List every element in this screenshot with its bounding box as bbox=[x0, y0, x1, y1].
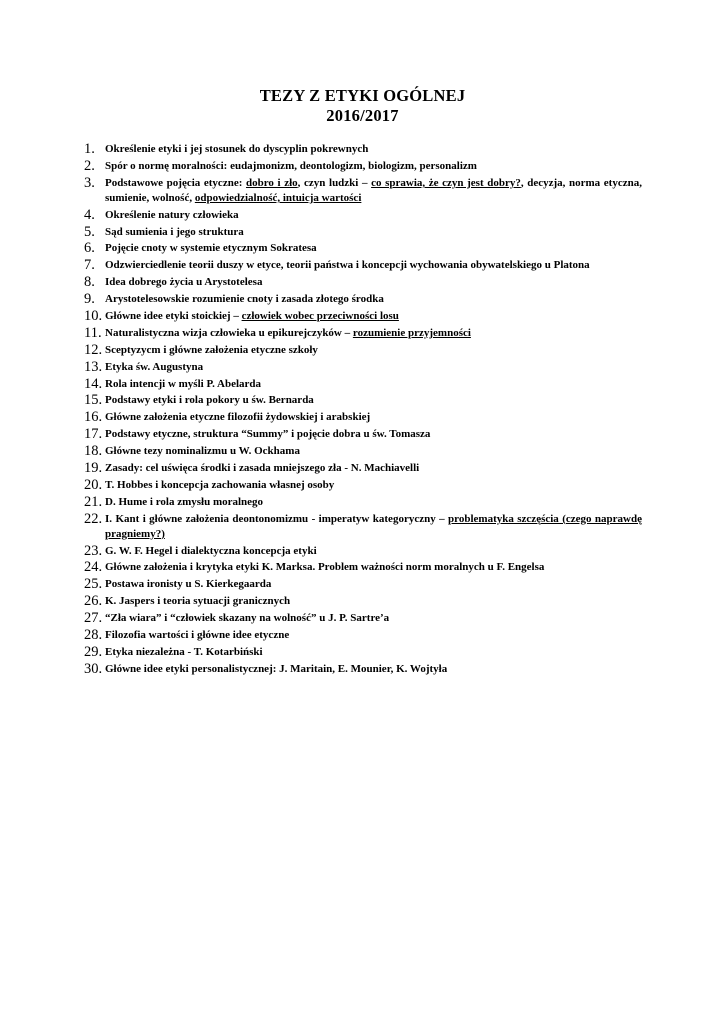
text-segment: Postawa ironisty u S. Kierkegaarda bbox=[105, 578, 272, 591]
item-text bbox=[105, 495, 642, 510]
list-item bbox=[84, 461, 642, 476]
item-text bbox=[105, 577, 642, 592]
list-item bbox=[84, 544, 642, 559]
list-item bbox=[84, 628, 642, 643]
text-segment: Spór o normę moralności: eudajmonizm, deontologizm, biologizm, personalizm bbox=[105, 159, 477, 172]
item-number: 18. bbox=[84, 443, 103, 460]
item-text bbox=[105, 645, 642, 660]
list-item bbox=[84, 427, 642, 442]
text-segment: , decyzja, norma etyczna, sumienie, wolność, bbox=[105, 176, 642, 204]
list-item bbox=[84, 208, 642, 223]
text-segment: G. W. F. Hegel i dialektyczna koncepcja etyki bbox=[105, 544, 317, 557]
list-item bbox=[84, 410, 642, 425]
document-title: TEZY Z ETYKI OGÓLNEJ bbox=[259, 86, 466, 105]
list-item bbox=[84, 645, 642, 660]
list-item bbox=[84, 292, 642, 307]
list-item bbox=[84, 560, 642, 575]
item-text bbox=[105, 662, 642, 677]
text-segment: Podstawy etyki i rola pokory u św. Bernarda bbox=[105, 394, 314, 407]
text-segment: “Zła wiara” i “człowiek skazany na wolność” u J. P. Sartre’a bbox=[105, 612, 390, 625]
list-item bbox=[84, 275, 642, 290]
item-text bbox=[105, 478, 642, 493]
item-text bbox=[105, 176, 642, 206]
text-segment: Filozofia wartości i główne idee etyczne bbox=[105, 629, 290, 642]
text-segment: , czyn ludzki – bbox=[297, 176, 372, 189]
item-number: 22. bbox=[84, 510, 103, 527]
text-segment: Główne idee etyki personalistycznej: J. Maritain, E. Mounier, K. Wojtyła bbox=[105, 662, 448, 675]
item-text bbox=[105, 611, 642, 626]
item-number: 20. bbox=[84, 476, 103, 493]
item-text bbox=[105, 225, 642, 240]
text-segment: Zasady: cel uświęca środki i zasada mniejszego zła - N. Machiavelli bbox=[105, 462, 420, 475]
item-text bbox=[105, 594, 642, 609]
text-segment: Określenie natury człowieka bbox=[105, 208, 239, 221]
list-item bbox=[84, 159, 642, 174]
list-item bbox=[84, 478, 642, 493]
list-item bbox=[84, 377, 642, 392]
item-text bbox=[105, 292, 642, 307]
list-item bbox=[84, 512, 642, 542]
item-number: 29. bbox=[84, 643, 103, 660]
list-item bbox=[84, 225, 642, 240]
list-item bbox=[84, 142, 642, 157]
list-item bbox=[84, 662, 642, 677]
text-segment: Podstawowe pojęcia etyczne: bbox=[105, 176, 246, 189]
text-segment: D. Hume i rola zmysłu moralnego bbox=[105, 495, 264, 508]
item-number: 7. bbox=[84, 257, 95, 274]
topics-list bbox=[84, 142, 642, 679]
text-segment: Główne założenia i krytyka etyki K. Marksa. Problem ważności norm moralnych u F. Engelsa bbox=[105, 561, 545, 574]
underlined-segment: rozumienie przyjemności bbox=[352, 326, 471, 339]
text-segment: Etyka niezależna - T. Kotarbiński bbox=[105, 645, 263, 658]
text-segment: Podstawy etyczne, struktura “Summy” i pojęcie dobra u św. Tomasza bbox=[105, 428, 431, 441]
item-number: 19. bbox=[84, 460, 103, 477]
item-text bbox=[105, 461, 642, 476]
item-text bbox=[105, 343, 642, 358]
item-number: 13. bbox=[84, 358, 103, 375]
item-number: 2. bbox=[84, 157, 95, 174]
text-segment: Odzwierciedlenie teorii duszy w etyce, teorii państwa i koncepcji wychowania obywatelskiego u Platona bbox=[105, 259, 590, 272]
item-number: 23. bbox=[84, 542, 103, 559]
item-number: 17. bbox=[84, 426, 103, 443]
item-text bbox=[105, 512, 642, 542]
item-text bbox=[105, 309, 642, 324]
list-item bbox=[84, 611, 642, 626]
text-segment: T. Hobbes i koncepcja zachowania własnej osoby bbox=[105, 478, 335, 491]
text-segment: Główne tezy nominalizmu u W. Ockhama bbox=[105, 445, 300, 458]
list-item bbox=[84, 393, 642, 408]
item-number: 9. bbox=[84, 291, 95, 308]
item-text bbox=[105, 444, 642, 459]
item-text bbox=[105, 544, 642, 559]
item-text bbox=[105, 142, 642, 157]
item-text bbox=[105, 560, 642, 575]
item-text bbox=[105, 393, 642, 408]
item-text bbox=[105, 241, 642, 256]
item-number: 8. bbox=[84, 274, 95, 291]
text-segment: Określenie etyki i jej stosunek do dyscyplin pokrewnych bbox=[105, 143, 369, 155]
list-item bbox=[84, 309, 642, 324]
item-number: 30. bbox=[84, 660, 103, 677]
item-text bbox=[105, 258, 642, 273]
list-item bbox=[84, 241, 642, 256]
list-item bbox=[84, 577, 642, 592]
item-number: 11. bbox=[84, 324, 102, 341]
text-segment: K. Jaspers i teoria sytuacji granicznych bbox=[105, 595, 291, 608]
underlined-segment: problematyka szczęścia (czego naprawdę pragniemy?) bbox=[105, 512, 642, 540]
underlined-segment: dobro i zło bbox=[245, 176, 298, 189]
item-text bbox=[105, 275, 642, 290]
title-block bbox=[0, 86, 725, 126]
text-segment: Sceptyzycm i główne założenia etyczne szkoły bbox=[105, 343, 318, 356]
text-segment: Pojęcie cnoty w systemie etycznym Sokratesa bbox=[105, 242, 317, 255]
text-segment: Etyka św. Augustyna bbox=[105, 360, 204, 373]
item-text bbox=[105, 159, 642, 174]
item-text bbox=[105, 360, 642, 375]
list-item bbox=[84, 258, 642, 273]
text-segment: Rola intencji w myśli P. Abelarda bbox=[105, 377, 262, 390]
item-text bbox=[105, 628, 642, 643]
text-segment: Główne idee etyki stoickiej – bbox=[105, 310, 242, 323]
item-number: 24. bbox=[84, 559, 103, 576]
item-number: 25. bbox=[84, 576, 103, 593]
text-segment: Sąd sumienia i jego struktura bbox=[105, 225, 244, 238]
text-segment: Główne założenia etyczne filozofii żydowskiej i arabskiej bbox=[105, 411, 371, 424]
item-text bbox=[105, 326, 642, 341]
item-text bbox=[105, 410, 642, 425]
item-number: 12. bbox=[84, 341, 103, 358]
item-number: 26. bbox=[84, 593, 103, 610]
underlined-segment: odpowiedzialność, intuicja wartości bbox=[194, 191, 362, 204]
item-number: 10. bbox=[84, 308, 103, 325]
document-subtitle: 2016/2017 bbox=[326, 106, 399, 125]
item-number: 6. bbox=[84, 240, 95, 257]
list-item bbox=[84, 326, 642, 341]
list-item bbox=[84, 176, 642, 206]
item-text bbox=[105, 208, 642, 223]
text-segment: Naturalistyczna wizja człowieka u epikurejczyków – bbox=[105, 326, 353, 339]
item-number: 1. bbox=[84, 141, 95, 157]
list-item bbox=[84, 495, 642, 510]
item-number: 3. bbox=[84, 174, 95, 191]
item-number: 28. bbox=[84, 627, 103, 644]
item-number: 5. bbox=[84, 223, 95, 240]
underlined-segment: człowiek wobec przeciwności losu bbox=[241, 310, 399, 323]
item-number: 16. bbox=[84, 409, 103, 426]
list-item bbox=[84, 594, 642, 609]
item-number: 4. bbox=[84, 206, 95, 223]
list-item bbox=[84, 343, 642, 358]
item-number: 21. bbox=[84, 493, 103, 510]
list-item bbox=[84, 360, 642, 375]
item-text bbox=[105, 427, 642, 442]
text-segment: I. Kant i główne założenia deontonomizmu - imperatyw kategoryczny – bbox=[105, 512, 449, 525]
text-segment: Idea dobrego życia u Arystotelesa bbox=[105, 276, 263, 289]
text-segment: Arystotelesowskie rozumienie cnoty i zasada złotego środka bbox=[105, 293, 384, 306]
item-number: 15. bbox=[84, 392, 103, 409]
list-item bbox=[84, 444, 642, 459]
item-text bbox=[105, 377, 642, 392]
item-number: 27. bbox=[84, 610, 103, 627]
item-number: 14. bbox=[84, 375, 103, 392]
underlined-segment: co sprawia, że czyn jest dobry? bbox=[371, 176, 521, 189]
